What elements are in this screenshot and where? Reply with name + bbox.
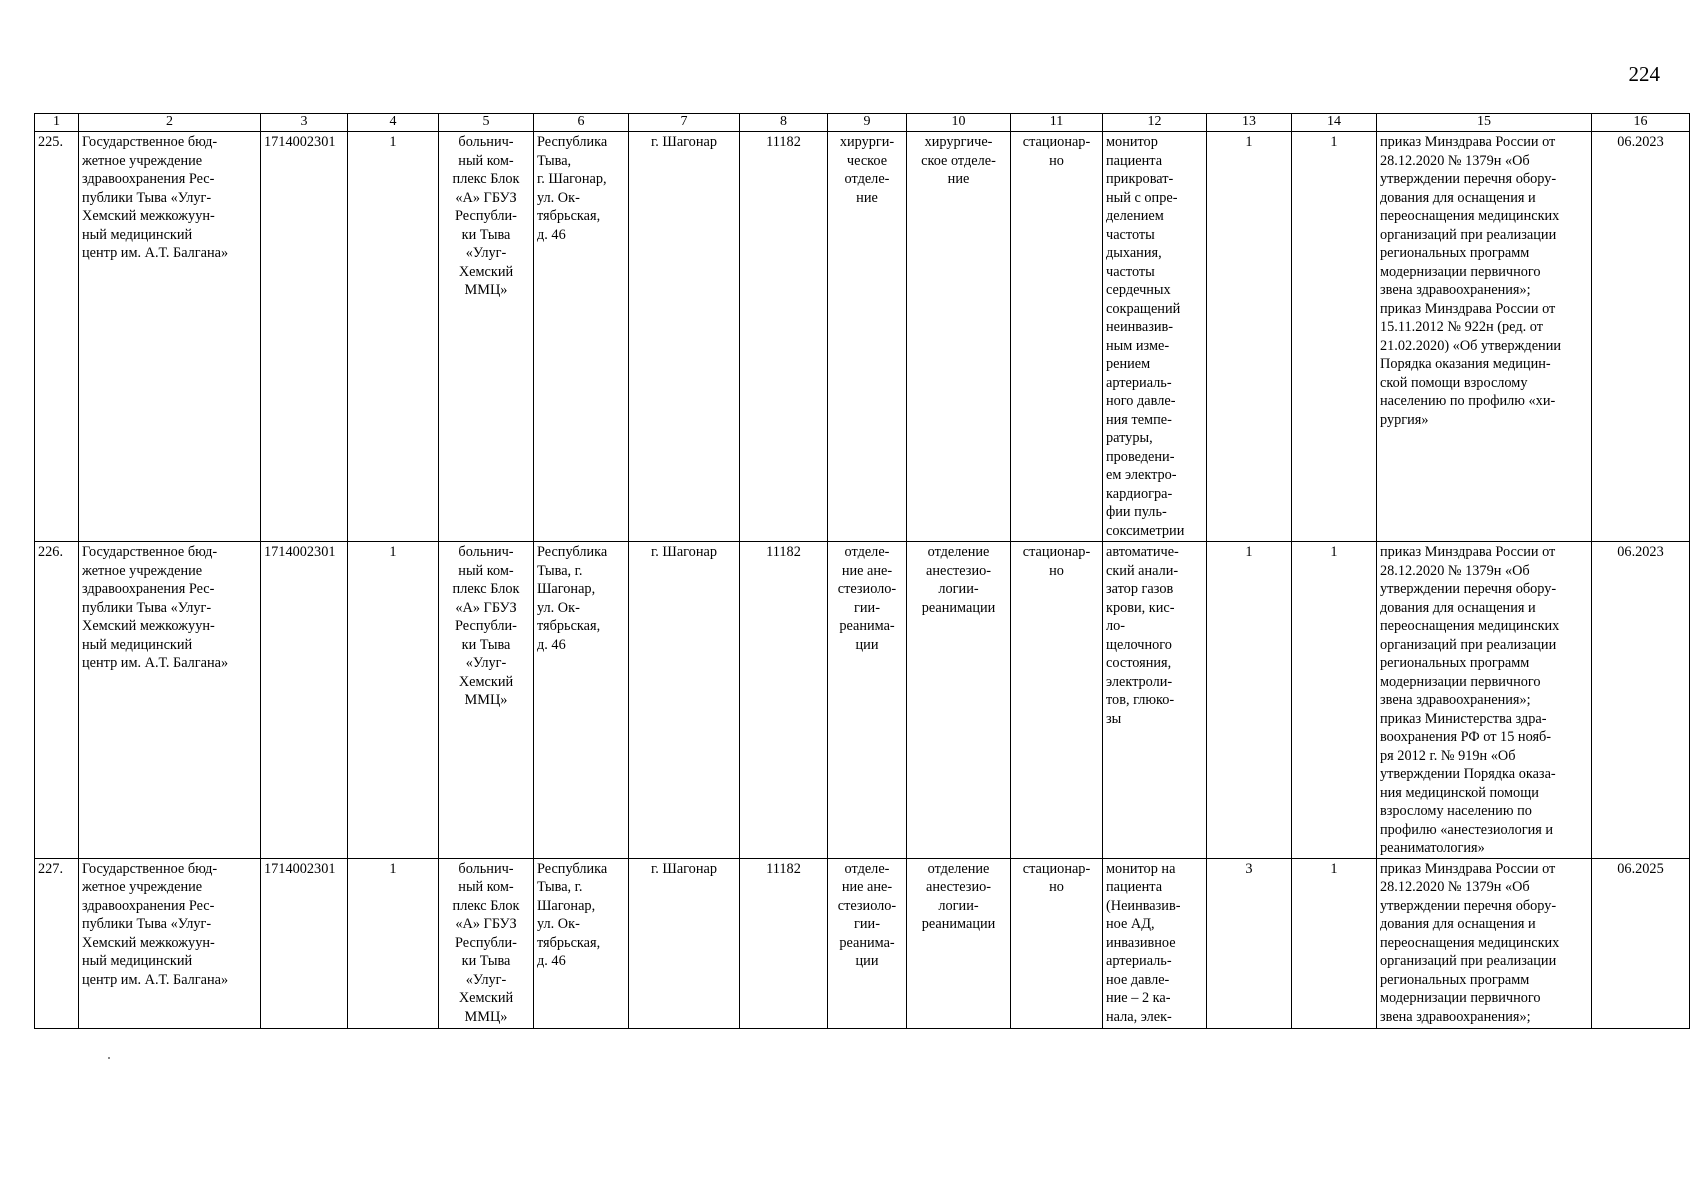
column-header: 15 <box>1377 114 1592 132</box>
building-name: больнич- ный ком- плекс Блок «А» ГБУЗ Республи- ки Тыва «Улуг- Хемский ММЦ» <box>439 858 534 1028</box>
building-name: больнич- ный ком- плекс Блок «А» ГБУЗ Республи- ки Тыва «Улуг- Хемский ММЦ» <box>439 132 534 542</box>
row-number: 226. <box>35 542 79 859</box>
col-14-value: 1 <box>1292 542 1377 859</box>
code: 11182 <box>740 132 828 542</box>
deadline: 06.2025 <box>1592 858 1690 1028</box>
locality: г. Шагонар <box>629 542 740 859</box>
column-header: 2 <box>79 114 261 132</box>
column-header: 7 <box>629 114 740 132</box>
code: 11182 <box>740 542 828 859</box>
table-row <box>35 542 1690 859</box>
column-header: 11 <box>1011 114 1103 132</box>
col-14-value: 1 <box>1292 858 1377 1028</box>
column-header: 6 <box>534 114 629 132</box>
equipment-name: монитор на пациента (Неинвазив- ное АД, инвазивное артериаль- ное давле- ние – 2 ка- нала, элек- <box>1103 858 1207 1028</box>
column-header: 14 <box>1292 114 1377 132</box>
header-row <box>35 114 1690 132</box>
column-header: 1 <box>35 114 79 132</box>
department: отделе- ние ане- стезиоло- гии- реанима- ции <box>828 542 907 859</box>
address: Республика Тыва, г. Шагонар, ул. Ок- тябрьская, д. 46 <box>534 132 629 542</box>
organization-name: Государственное бюд- жетное учреждение здравоохранения Рес- публики Тыва «Улуг- Хемский межкожуун- ный медицинский центр им. А.Т. Балгана» <box>79 542 261 859</box>
col-14-value: 1 <box>1292 132 1377 542</box>
deadline: 06.2023 <box>1592 542 1690 859</box>
column-header: 3 <box>261 114 348 132</box>
care-form: стационар- но <box>1011 858 1103 1028</box>
equipment-name: автоматиче- ский анали- затор газов крови, кис- ло- щелочного состояния, электроли- тов, глюко- зы <box>1103 542 1207 859</box>
department: хирурги- ческое отделе- ние <box>828 132 907 542</box>
equipment-name: монитор пациента прикроват- ный с опре- делением частоты дыхания, частоты сердечных сокращений неинвазив- ным изме- рением артериаль- ного давле- ния темпе- ратуры, проведени- ем электро- кардиогра- фии пуль- соксиметрии <box>1103 132 1207 542</box>
column-header: 16 <box>1592 114 1690 132</box>
table-row <box>35 858 1690 1028</box>
address: Республика Тыва, г. Шагонар, ул. Ок- тябрьская, д. 46 <box>534 858 629 1028</box>
column-header: 5 <box>439 114 534 132</box>
scan-artifact <box>108 1057 110 1059</box>
quantity: 3 <box>1207 858 1292 1028</box>
locality: г. Шагонар <box>629 132 740 542</box>
column-header: 4 <box>348 114 439 132</box>
building-name: больнич- ный ком- плекс Блок «А» ГБУЗ Республи- ки Тыва «Улуг- Хемский ММЦ» <box>439 542 534 859</box>
page-number: 224 <box>1628 62 1660 86</box>
unit: хирургиче- ское отделе- ние <box>907 132 1011 542</box>
address: Республика Тыва, г. Шагонар, ул. Ок- тябрьская, д. 46 <box>534 542 629 859</box>
col-4-value: 1 <box>348 542 439 859</box>
col-4-value: 1 <box>348 132 439 542</box>
legal-basis: приказ Минздрава России от 28.12.2020 № 1379н «Об утверждении перечня обору- дования для оснащения и переоснащения медицинских организаций при реализации региональных программ модернизации первичного звена здравоохранения»; приказ Министерства здра- воохранения РФ от 15 нояб- ря 2012 г. № 919н «Об утверждении Порядка оказа- ния медицинской помощи взрослому населению по профилю «анестезиология и реаниматология» <box>1377 542 1592 859</box>
column-header: 12 <box>1103 114 1207 132</box>
legal-basis: приказ Минздрава России от 28.12.2020 № 1379н «Об утверждении перечня обору- дования для оснащения и переоснащения медицинских организаций при реализации региональных программ модернизации первичного звена здравоохранения»; <box>1377 858 1592 1028</box>
column-header: 13 <box>1207 114 1292 132</box>
department: отделе- ние ане- стезиоло- гии- реанима- ции <box>828 858 907 1028</box>
quantity: 1 <box>1207 542 1292 859</box>
unit: отделение анестезио- логии- реанимации <box>907 542 1011 859</box>
care-form: стационар- но <box>1011 132 1103 542</box>
row-number: 227. <box>35 858 79 1028</box>
inn: 1714002301 <box>261 542 348 859</box>
unit: отделение анестезио- логии- реанимации <box>907 858 1011 1028</box>
inn: 1714002301 <box>261 132 348 542</box>
locality: г. Шагонар <box>629 858 740 1028</box>
deadline: 06.2023 <box>1592 132 1690 542</box>
equipment-table <box>34 113 1690 1029</box>
column-header: 9 <box>828 114 907 132</box>
code: 11182 <box>740 858 828 1028</box>
col-4-value: 1 <box>348 858 439 1028</box>
column-header: 10 <box>907 114 1011 132</box>
row-number: 225. <box>35 132 79 542</box>
inn: 1714002301 <box>261 858 348 1028</box>
organization-name: Государственное бюд- жетное учреждение здравоохранения Рес- публики Тыва «Улуг- Хемский межкожуун- ный медицинский центр им. А.Т. Балгана» <box>79 858 261 1028</box>
column-header: 8 <box>740 114 828 132</box>
legal-basis: приказ Минздрава России от 28.12.2020 № 1379н «Об утверждении перечня обору- дования для оснащения и переоснащения медицинских организаций при реализации региональных программ модернизации первичного звена здравоохранения»; приказ Минздрава России от 15.11.2012 № 922н (ред. от 21.02.2020) «Об утверждении Порядка оказания медицин- ской помощи взрослому населению по профилю «хи- рургия» <box>1377 132 1592 542</box>
care-form: стационар- но <box>1011 542 1103 859</box>
organization-name: Государственное бюд- жетное учреждение здравоохранения Рес- публики Тыва «Улуг- Хемский межкожуун- ный медицинский центр им. А.Т. Балгана» <box>79 132 261 542</box>
quantity: 1 <box>1207 132 1292 542</box>
table-row <box>35 132 1690 542</box>
